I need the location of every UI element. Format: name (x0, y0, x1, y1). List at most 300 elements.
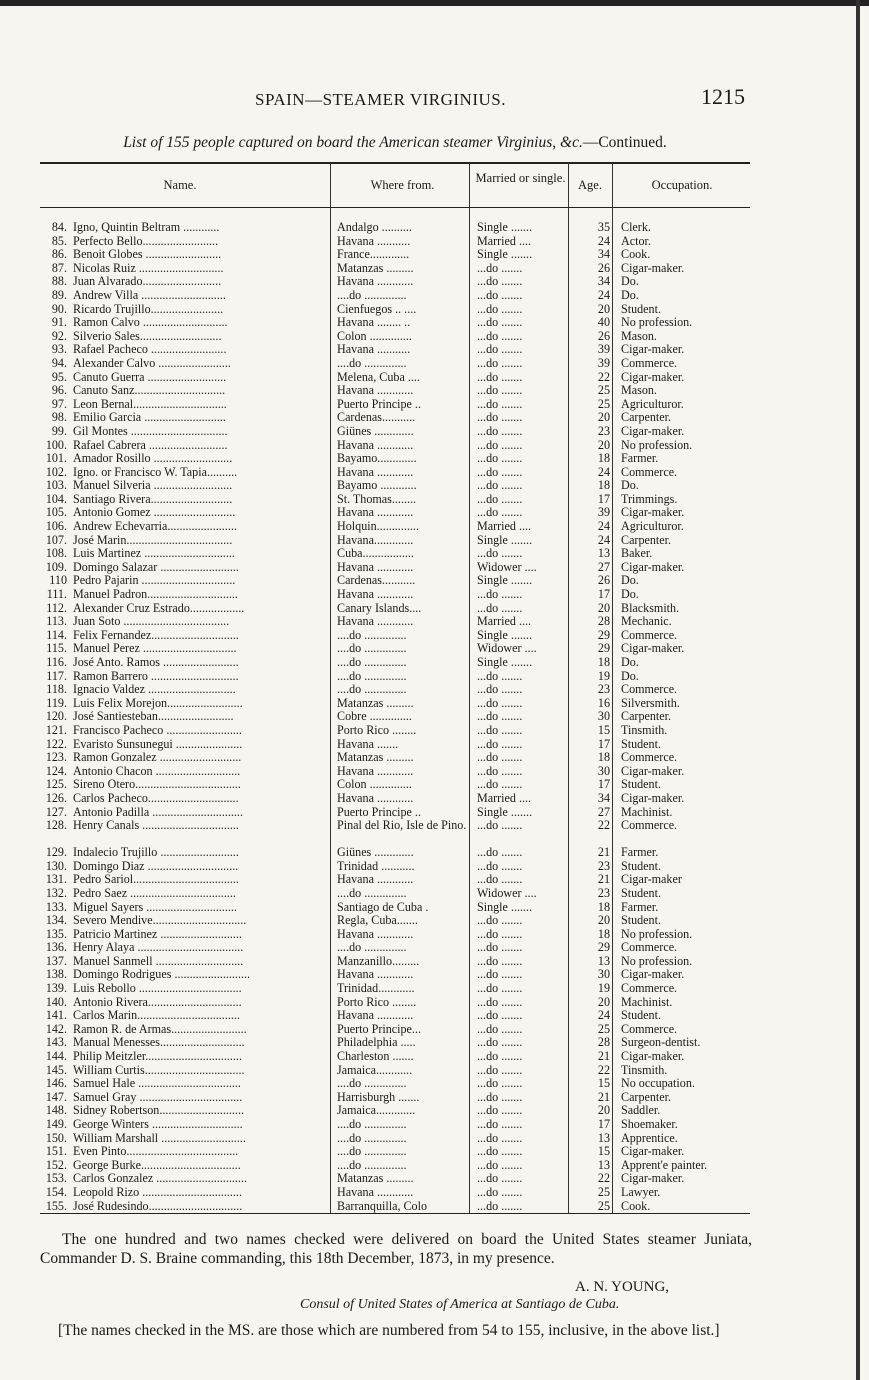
origin: Havana ............ (337, 1185, 414, 1199)
origin: Porto Rico ........ (337, 723, 417, 737)
table-row (40, 670, 750, 684)
person-name: Manuel Sanmell ............................. (73, 954, 244, 968)
person-name: Igno, Quintin Beltram ............ (73, 221, 220, 234)
row-number: 142. (45, 1022, 67, 1036)
row-number: 144. (45, 1050, 67, 1064)
occupation: Cigar-maker. (621, 1145, 685, 1159)
marital-status: Married .... (477, 791, 532, 805)
row-number: 126. (45, 791, 67, 805)
person-name: Pedro Pajarin ............................... (73, 574, 236, 588)
row-number: 104. (45, 492, 67, 506)
person-name: Domingo Rodrigues ......................... (73, 968, 251, 982)
age: 13 (597, 954, 610, 968)
page-number: 1215 (701, 84, 745, 109)
row-number: 99. (51, 424, 67, 438)
table-row (40, 1064, 750, 1078)
row-number: 84. (51, 221, 67, 234)
origin: Harrisburgh ....... (337, 1090, 420, 1104)
person-name: Felix Fernandez............................. (73, 628, 239, 642)
occupation: Cigar-maker. (621, 791, 685, 805)
origin: Havana ............ (337, 275, 414, 289)
occupation: Farmer. (621, 846, 659, 860)
table-row (40, 561, 750, 575)
age: 21 (597, 1050, 610, 1064)
table-row (40, 574, 750, 588)
origin: Havana ............ (337, 873, 414, 887)
table-row (40, 479, 750, 493)
row-number: 95. (51, 370, 67, 384)
origin: Havana ............ (337, 465, 414, 479)
marital-status: ...do ....... (477, 1172, 523, 1186)
table-row (40, 615, 750, 629)
table-row (40, 1118, 750, 1132)
age: 18 (597, 751, 610, 765)
person-name: Luis Felix Morejon......................... (73, 696, 243, 710)
row-number: 108. (45, 547, 67, 561)
table-row (40, 968, 750, 982)
person-name: William Marshall ............................ (73, 1131, 246, 1145)
person-name: Ramon Gonzalez ........................... (73, 751, 242, 765)
row-number: 90. (51, 302, 67, 316)
table-row (40, 425, 750, 439)
signature-title: Consul of United States of America at Santiago de Cuba. (300, 1297, 620, 1312)
row-number: 98. (51, 411, 67, 425)
age: 28 (597, 615, 610, 629)
marital-status: ...do ....... (477, 1158, 523, 1172)
person-name: José Marin................................... (73, 533, 233, 547)
row-number: 124. (45, 764, 67, 778)
occupation: Farmer. (621, 900, 659, 914)
age: 39 (597, 356, 610, 370)
row-number: 155. (45, 1199, 67, 1213)
marital-status: ...do ....... (477, 941, 523, 955)
table-row (40, 710, 750, 724)
marital-status: ...do ....... (477, 275, 523, 289)
occupation: Commerce. (621, 982, 678, 996)
row-number: 116. (46, 656, 67, 669)
marital-status: Single ....... (477, 900, 533, 914)
occupation: Student. (621, 778, 661, 792)
table-row (40, 262, 750, 276)
occupation: Cigar-maker. (621, 560, 685, 574)
marital-status: ...do ....... (477, 859, 523, 873)
person-name: Ignacio Valdez ............................. (73, 683, 236, 697)
row-number: 97. (51, 397, 67, 411)
age: 18 (597, 479, 610, 493)
row-number: 138. (45, 968, 67, 982)
row-number: 137. (45, 954, 67, 968)
row-number: 93. (51, 343, 67, 357)
table-row (40, 683, 750, 697)
marital-status: ...do ....... (477, 1090, 523, 1104)
table-row (40, 928, 750, 942)
table-row (40, 778, 750, 792)
origin: Charleston ....... (337, 1050, 414, 1064)
occupation: Cigar-maker. (621, 506, 685, 520)
table-row (40, 996, 750, 1010)
occupation: Actor. (621, 234, 651, 248)
marital-status: ...do ....... (477, 424, 523, 438)
table-row (40, 1009, 750, 1023)
occupation: Shoemaker. (621, 1118, 678, 1131)
age: 29 (597, 941, 610, 955)
row-number: 128. (45, 819, 67, 833)
signature-name: A. N. YOUNG, (575, 1279, 670, 1295)
origin: Melena, Cuba .... (337, 370, 420, 384)
row-number: 87. (51, 261, 67, 275)
occupation: Silversmith. (621, 696, 680, 710)
table-row (40, 982, 750, 996)
age: 18 (597, 900, 610, 914)
marital-status: ...do ....... (477, 1036, 523, 1050)
person-name: Antonio Rivera............................... (73, 995, 242, 1009)
age: 19 (597, 669, 610, 683)
occupation: Baker. (621, 547, 653, 561)
origin: Matanzas ......... (337, 1172, 414, 1186)
origin: Havana............. (337, 533, 414, 547)
age: 30 (597, 764, 610, 778)
row-number: 151. (45, 1145, 67, 1159)
age: 27 (597, 560, 610, 574)
table-row (40, 588, 750, 602)
origin: Puerto Principe .. (337, 805, 421, 819)
row-number: 140. (45, 995, 67, 1009)
occupation: Commerce. (621, 465, 678, 479)
person-name: Leopold Rizo ................................. (73, 1185, 242, 1199)
person-name: Ricardo Trujillo........................ (73, 302, 224, 316)
row-number: 154. (45, 1185, 67, 1199)
occupation: Cigar-maker. (621, 642, 685, 656)
occupation: Lawyer. (621, 1185, 661, 1199)
row-number: 148. (45, 1104, 67, 1118)
row-number: 122. (45, 737, 67, 751)
age: 25 (597, 384, 610, 398)
row-number: 92. (51, 329, 67, 343)
age: 17 (597, 492, 610, 506)
occupation: Carpenter. (621, 710, 672, 724)
marital-status: ...do ....... (477, 710, 523, 724)
person-name: Luis Martinez .............................. (73, 547, 235, 561)
bracket-note: [The names checked in the MS. are those which are numbered from 54 to 155, inclusive, in the above list.] (58, 1322, 720, 1339)
person-name: Carlos Gonzalez .............................. (73, 1172, 247, 1186)
table-row (40, 792, 750, 806)
origin: Cardenas........... (337, 574, 416, 588)
origin: ....do .............. (337, 886, 407, 900)
person-name: José Anto. Ramos ......................... (73, 656, 239, 669)
origin: Trinidad ........... (337, 859, 415, 873)
marital-status: ...do ....... (477, 588, 523, 602)
person-name: Antonio Padilla .............................. (73, 805, 243, 819)
row-number: 127. (45, 805, 67, 819)
table-row (40, 955, 750, 969)
table-row (40, 439, 750, 453)
age: 21 (597, 873, 610, 887)
col-header-married: Married or single. (475, 171, 566, 185)
marital-status: ...do ....... (477, 1118, 523, 1131)
marital-status: ...do ....... (477, 1131, 523, 1145)
origin: Jamaica............. (337, 1104, 416, 1118)
person-name: Gil Montes ................................ (73, 424, 228, 438)
age: 24 (597, 1009, 610, 1023)
marital-status: ...do ....... (477, 356, 523, 370)
table-row (40, 806, 750, 820)
age: 29 (597, 642, 610, 656)
age: 15 (597, 1145, 610, 1159)
table-row (40, 1159, 750, 1173)
origin: ....do .............. (337, 656, 407, 669)
marital-status: ...do ....... (477, 316, 523, 330)
person-name: Santiago Rivera........................... (73, 492, 233, 506)
occupation: Cigar-maker. (621, 968, 685, 982)
origin: Havana ............ (337, 384, 414, 398)
table-row (40, 642, 750, 656)
marital-status: ...do ....... (477, 492, 523, 506)
marital-status: Widower .... (477, 560, 537, 574)
table-row (40, 724, 750, 738)
origin: Havana ............ (337, 560, 414, 574)
table-row (40, 1104, 750, 1118)
origin: Bayamo ............ (337, 479, 417, 493)
marital-status: ...do ....... (477, 465, 523, 479)
person-name: Samuel Hale .................................. (73, 1077, 241, 1091)
origin: Havana ........... (337, 234, 411, 248)
row-number: 115. (46, 642, 67, 656)
marital-status: Single ....... (477, 248, 533, 262)
occupation: Agriculturor. (621, 397, 684, 411)
table-row (40, 289, 750, 303)
marital-status: ...do ....... (477, 982, 523, 996)
age: 20 (597, 1104, 610, 1118)
row-number: 91. (51, 316, 67, 330)
occupation: Saddler. (621, 1104, 661, 1118)
origin: Regla, Cuba....... (337, 914, 418, 928)
table-row (40, 493, 750, 507)
row-number: 141. (45, 1009, 67, 1023)
origin: Colon .............. (337, 778, 412, 792)
row-number: 119. (46, 696, 67, 710)
marital-status: ...do ....... (477, 479, 523, 493)
person-name: Nicolas Ruiz ............................ (73, 261, 224, 275)
age: 13 (597, 547, 610, 561)
origin: Barranquilla, Colo (337, 1199, 428, 1213)
age: 22 (597, 1063, 610, 1077)
col-header-age: Age. (578, 178, 602, 192)
age: 34 (597, 248, 610, 262)
origin: Matanzas ......... (337, 751, 414, 765)
occupation: Clerk. (621, 221, 651, 234)
person-name: Miguel Sayers .............................. (73, 900, 237, 914)
age: 24 (597, 533, 610, 547)
person-name: Andrew Villa ............................ (73, 288, 226, 302)
origin: Havana ............ (337, 588, 414, 602)
marital-status: ...do ....... (477, 601, 523, 615)
marital-status: Single ....... (477, 533, 533, 547)
origin: Santiago de Cuba . (337, 900, 429, 914)
age: 23 (597, 859, 610, 873)
person-name: Ramon Barrero ............................. (73, 669, 239, 683)
age: 26 (597, 574, 610, 588)
table-row (40, 452, 750, 466)
row-number: 132. (45, 886, 67, 900)
age: 35 (597, 221, 610, 234)
table-row (40, 901, 750, 915)
row-number: 143. (45, 1036, 67, 1050)
person-name: Perfecto Bello......................... (73, 234, 219, 248)
person-name: Sidney Robertson............................ (73, 1104, 244, 1118)
age: 30 (597, 968, 610, 982)
table-row (40, 1186, 750, 1200)
table-row (40, 873, 750, 887)
marital-status: ...do ....... (477, 927, 523, 941)
marital-status: ...do ....... (477, 438, 523, 452)
row-number: 125. (45, 778, 67, 792)
age: 22 (597, 370, 610, 384)
person-name: Rafael Pacheco ......................... (73, 343, 227, 357)
marital-status: ...do ....... (477, 764, 523, 778)
caption-italic: List of 155 people captured on board the American steamer Virginius, &c. (123, 134, 583, 151)
occupation: Student. (621, 914, 661, 928)
age: 39 (597, 343, 610, 357)
delivery-note: The one hundred and two names checked were delivered on board the United States steamer Juniata, Commander D. S. Braine commanding, this 18th December, 1873, in my presence. (40, 1231, 752, 1267)
occupation: Apprentice. (621, 1131, 678, 1145)
occupation: Student. (621, 737, 661, 751)
row-number: 147. (45, 1090, 67, 1104)
marital-status: ...do ....... (477, 1104, 523, 1118)
marital-status: Single ....... (477, 805, 533, 819)
occupation: Student. (621, 302, 661, 316)
person-name: Leon Bernal............................... (73, 397, 227, 411)
table-row (40, 534, 750, 548)
origin: Holquin.............. (337, 520, 419, 534)
marital-status: ...do ....... (477, 1199, 523, 1213)
col-header-occupation: Occupation. (651, 178, 713, 192)
row-number: 129. (45, 846, 67, 860)
occupation: Do. (621, 656, 639, 669)
age: 23 (597, 683, 610, 697)
person-name: Luis Rebollo .................................. (73, 982, 242, 996)
marital-status: Married .... (477, 615, 532, 629)
col-header-where-from: Where from. (370, 178, 435, 192)
caption-continued: —Continued. (582, 134, 667, 151)
marital-status: ...do ....... (477, 1022, 523, 1036)
age: 22 (597, 819, 610, 833)
marital-status: ...do ....... (477, 873, 523, 887)
age: 23 (597, 886, 610, 900)
row-number: 135. (45, 927, 67, 941)
occupation: No profession. (621, 438, 693, 452)
row-number: 109. (45, 560, 67, 574)
age: 19 (597, 982, 610, 996)
marital-status: ...do ....... (477, 696, 523, 710)
origin: Havana ........ .. (337, 316, 411, 330)
row-number: 96. (51, 384, 67, 398)
age: 18 (597, 927, 610, 941)
occupation: Student. (621, 1009, 661, 1023)
table-row (40, 819, 750, 846)
person-name: Henry Canals ................................ (73, 819, 239, 833)
origin: Havana ............ (337, 438, 414, 452)
occupation: Blacksmith. (621, 601, 680, 615)
person-name: Antonio Chacon ............................ (73, 764, 241, 778)
row-number: 149. (45, 1118, 67, 1131)
row-number: 131. (45, 873, 67, 887)
age: 16 (597, 696, 610, 710)
age: 18 (597, 452, 610, 466)
row-number: 121. (45, 723, 67, 737)
occupation: Agriculturor. (621, 520, 684, 534)
row-number: 101. (45, 452, 67, 466)
row-number: 130. (45, 859, 67, 873)
table-caption (40, 134, 750, 152)
table-row (40, 751, 750, 765)
origin: Havana ............ (337, 1009, 414, 1023)
occupation: No occupation. (621, 1077, 695, 1091)
person-name: Antonio Gomez ........................... (73, 506, 236, 520)
table-row (40, 398, 750, 412)
table-row (40, 1145, 750, 1159)
origin: Havana ....... (337, 737, 399, 751)
occupation: Mason. (621, 384, 657, 398)
row-number: 107. (45, 533, 67, 547)
row-number: 85. (51, 234, 67, 248)
marital-status: Single ....... (477, 656, 533, 669)
origin: ....do .............. (337, 1131, 407, 1145)
marital-status: ...do ....... (477, 506, 523, 520)
person-name: Patricio Martinez ........................... (73, 927, 242, 941)
row-number: 88. (51, 275, 67, 289)
age: 27 (597, 805, 610, 819)
marital-status: ...do ....... (477, 1145, 523, 1159)
row-number: 100. (45, 438, 67, 452)
marital-status: ...do ....... (477, 914, 523, 928)
origin: Manzanillo......... (337, 954, 420, 968)
marital-status: ...do ....... (477, 288, 523, 302)
origin: Puerto Principe... (337, 1022, 421, 1036)
origin: ....do .............. (337, 669, 407, 683)
table-row (40, 371, 750, 385)
person-name: Juan Soto ................................... (73, 615, 230, 629)
origin: ....do .............. (337, 1145, 407, 1159)
age: 15 (597, 723, 610, 737)
occupation: Mason. (621, 329, 657, 343)
age: 20 (597, 302, 610, 316)
marital-status: ...do ....... (477, 846, 523, 860)
origin: Trinidad............ (337, 982, 415, 996)
person-name: Andrew Echevarria....................... (73, 520, 237, 534)
occupation: Commerce. (621, 628, 678, 642)
person-name: Manuel Silveria .......................... (73, 479, 233, 493)
marital-status: ...do ....... (477, 669, 523, 683)
person-name: Alexander Cruz Estrado.................. (73, 601, 245, 615)
occupation: Trimmings. (621, 492, 678, 506)
table-row (40, 1132, 750, 1146)
age: 25 (597, 397, 610, 411)
row-number: 86. (51, 248, 67, 262)
occupation: Carpenter. (621, 1090, 672, 1104)
origin: Pinal del Rio, Isle de Pino. (337, 819, 467, 833)
row-number: 89. (51, 288, 67, 302)
occupation: Commerce. (621, 751, 678, 765)
age: 15 (597, 1077, 610, 1091)
marital-status: Single ....... (477, 221, 533, 234)
occupation: Cigar-maker. (621, 424, 685, 438)
table-row (40, 1200, 750, 1214)
age: 17 (597, 737, 610, 751)
occupation: Carpenter. (621, 411, 672, 425)
person-name: Manuel Padron.............................. (73, 588, 238, 602)
table-row (40, 1036, 750, 1050)
table-row (40, 221, 750, 235)
